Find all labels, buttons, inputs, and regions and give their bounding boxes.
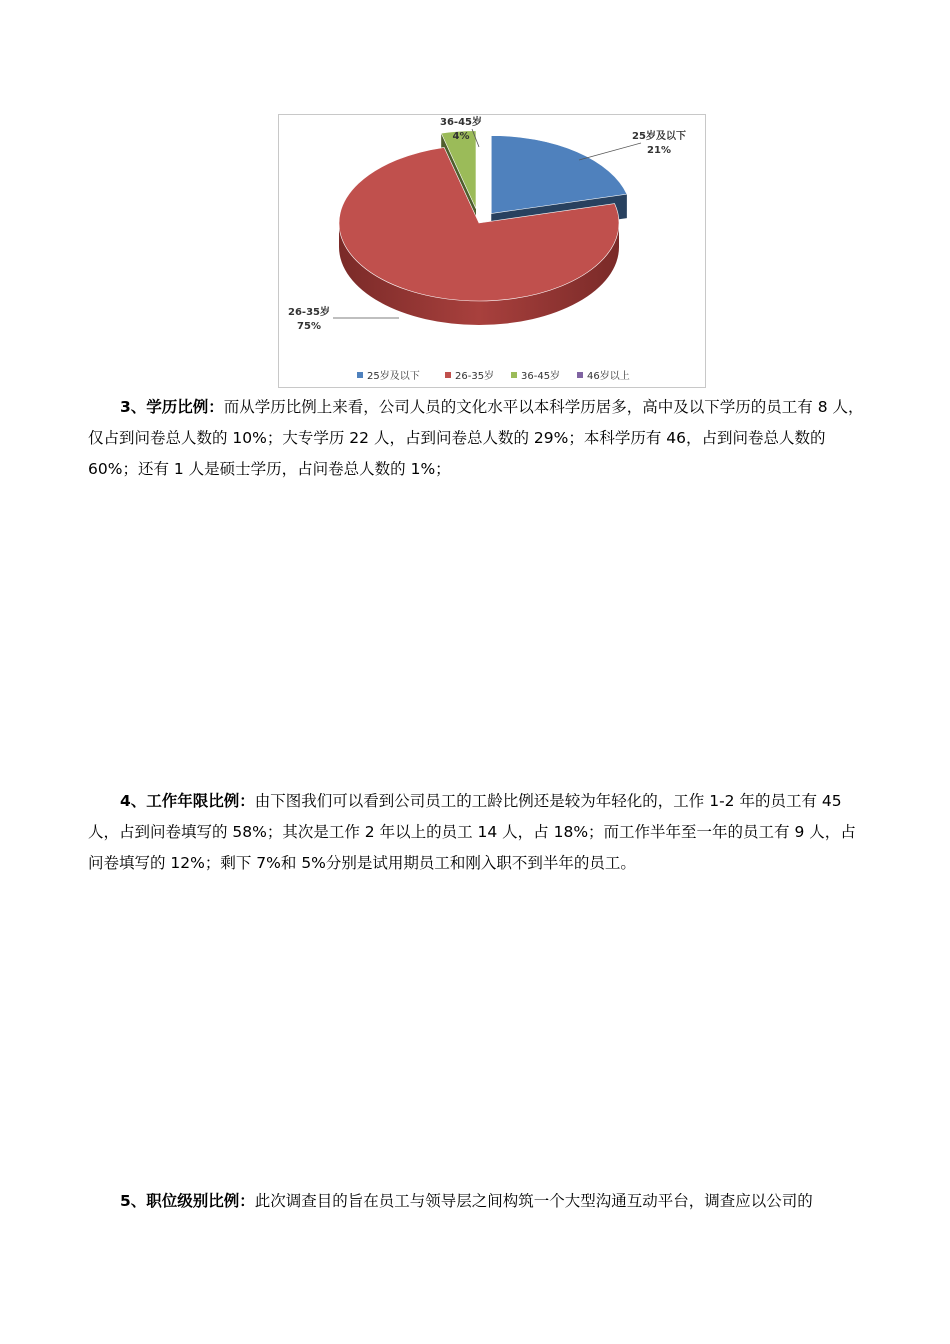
age-pie-chart [278, 114, 706, 388]
section-text: 由下图我们可以看到公司员工的工龄比例还是较为年轻化的，工作 1-2 年的员工有 45 人，占到问卷填写的 58%；其次是工作 2 年以上的员工 14 人，占 18%；而工作半年至一年的员工有 9 人，占问卷填写的 12%；剩下 7%和 5%分别是试用期员工和刚入职不到半年的员工。 [88, 792, 856, 872]
data-label-leader [579, 143, 641, 160]
paragraph-work-years-ratio [88, 786, 868, 879]
data-label-name: 36-45岁 [440, 117, 482, 128]
section-heading: 3、学历比例： [120, 398, 224, 416]
legend-swatch [511, 372, 517, 378]
legend-label: 36-45岁 [521, 371, 561, 382]
paragraph-education-ratio [88, 392, 868, 485]
section-heading: 5、职位级别比例： [120, 1192, 255, 1210]
section-heading: 4、工作年限比例： [120, 792, 255, 810]
section-text: 此次调查目的旨在员工与领导层之间构筑一个大型沟通互动平台，调查应以公司的 [254, 1192, 813, 1210]
data-label-percent: 4% [452, 131, 470, 142]
data-label-percent: 75% [297, 321, 321, 332]
data-label-name: 25岁及以下 [632, 131, 686, 142]
legend-swatch [445, 372, 451, 378]
legend-label: 26-35岁 [455, 371, 495, 382]
legend-label: 25岁及以下 [367, 371, 420, 382]
data-label-percent: 21% [647, 145, 671, 156]
pie-chart-canvas [279, 115, 707, 389]
legend-label: 46岁以上 [587, 371, 630, 382]
legend-swatch [577, 372, 583, 378]
data-label-name: 26-35岁 [288, 307, 330, 318]
legend-swatch [357, 372, 363, 378]
section-text: 而从学历比例上来看，公司人员的文化水平以本科学历居多，高中及以下学历的员工有 8 人，仅占到问卷总人数的 10%；大专学历 22 人，占到问卷总人数的 29%；本科学历有 46，占到问卷总人数的 60%；还有 1 人是硕士学历，占问卷总人数的 1%； [88, 398, 864, 478]
paragraph-position-level-ratio [88, 1186, 868, 1217]
